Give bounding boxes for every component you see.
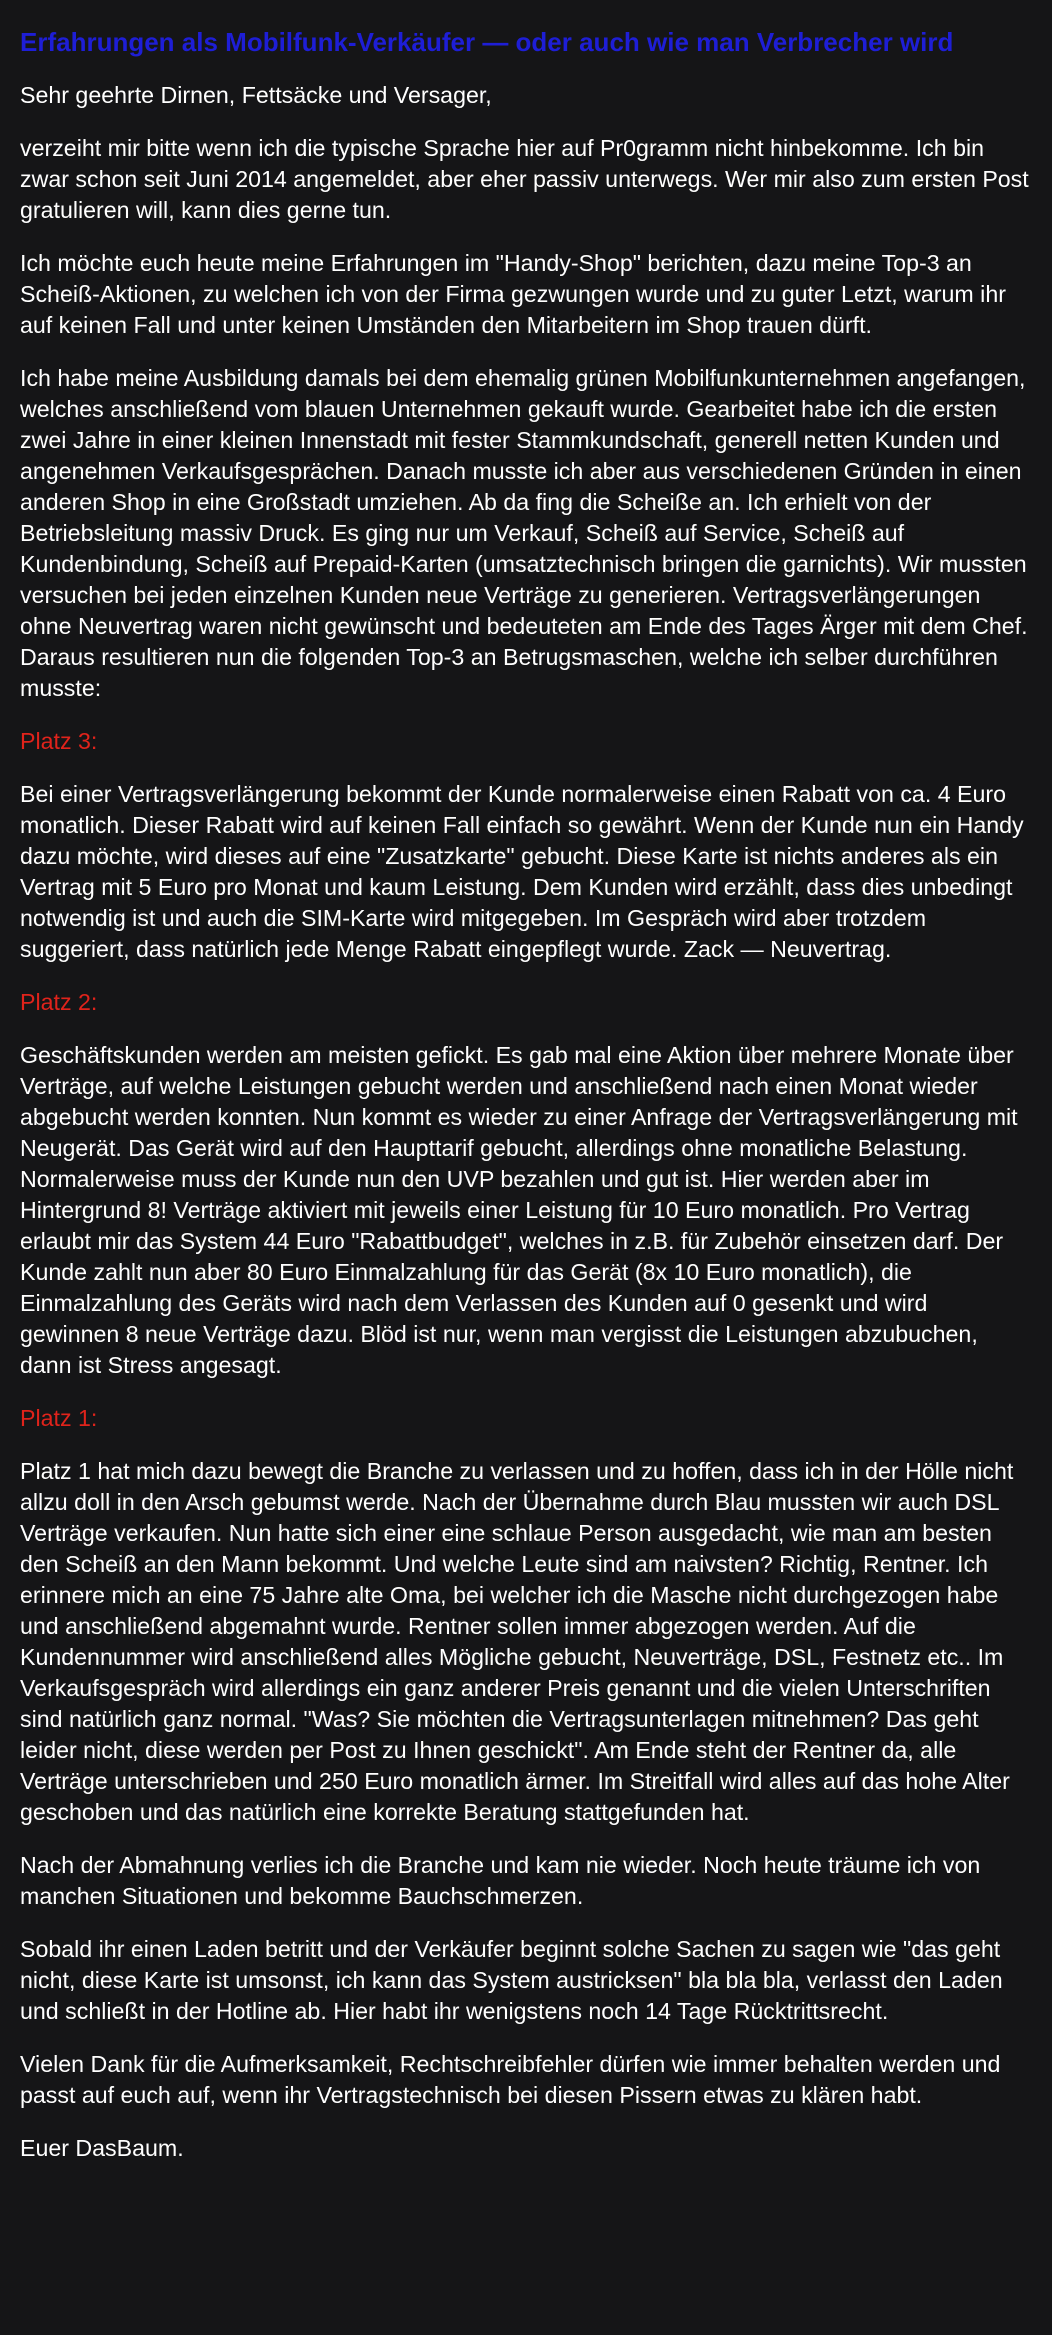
section-heading-platz-1: Platz 1: — [20, 1405, 98, 1431]
intro-paragraph: Ich möchte euch heute meine Erfahrungen im "Handy-Shop" berichten, dazu meine Top-3 an Scheiß-Aktionen, zu welchen ich von der Firma gezwungen wurde und zu guter Letzt, warum ihr auf keinen Fall und unter keinen Umständen den Mitarbeitern im Shop trauen dürft. — [20, 250, 1006, 338]
post-title: Erfahrungen als Mobilfunk-Verkäufer — oder auch wie man Verbrecher wird — [20, 27, 954, 57]
intro-paragraph: Ich habe meine Ausbildung damals bei dem ehemalig grünen Mobilfunkunternehmen angefangen, welches anschließend vom blauen Unternehmen gekauft wurde. Gearbeitet habe ich die ersten zwei Jahre in einer kleinen Innenstadt mit fester Stammkundschaft, generell netten Kunden und angenehmen Verkaufsgesprächen. Danach musste ich aber aus verschiedenen Gründen in einen anderen Shop in eine Großstadt umziehen. Ab da fing die Scheiße an. Ich erhielt von der Betriebsleitung massiv Druck. Es ging nur um Verkauf, Scheiß auf Service, Scheiß auf Kundenbindung, Scheiß auf Prepaid-Karten (umsatztechnisch bringen die garnichts). Wir mussten versuchen bei jeden einzelnen Kunden neue Verträge zu generieren. Vertragsverlängerungen ohne Neuvertrag waren nicht gewünscht und bedeuteten am Ende des Tages Ärger mit dem Chef. Daraus resultieren nun die folgenden Top-3 an Betrugsmaschen, welche ich selber durchführen musste: — [20, 365, 1028, 701]
section-heading-platz-3: Platz 3: — [20, 728, 98, 754]
section-text-platz-2: Geschäftskunden werden am meisten gefickt. Es gab mal eine Aktion über mehrere Monate über Verträge, auf welche Leistungen gebucht werden und anschließend nach einen Monat wieder abgebucht werden konnten. Nun kommt es wieder zu einer Anfrage der Vertragsverlängerung mit Neugerät. Das Gerät wird auf den Haupttarif gebucht, allerdings ohne monatliche Belastung. Normalerweise muss der Kunde nun den UVP bezahlen und gut ist. Hier werden aber im Hintergrund 8! Verträge aktiviert mit jeweils einer Leistung für 10 Euro monatlich. Pro Vertrag erlaubt mir das System 44 Euro "Rabattbudget", welches in z.B. für Zubehör einsetzen darf. Der Kunde zahlt nun aber 80 Euro Einmalzahlung für das Gerät (8x 10 Euro monatlich), die Einmalzahlung des Geräts wird nach dem Verlassen des Kunden auf 0 gesenkt und wird gewinnen 8 neue Verträge dazu. Blöd ist nur, wenn man vergisst die Leistungen abzubuchen, dann ist Stress angesagt. — [20, 1042, 1018, 1378]
outro-paragraph: Nach der Abmahnung verlies ich die Branche und kam nie wieder. Noch heute träume ich von manchen Situationen und bekomme Bauchschmerzen. — [20, 1852, 981, 1909]
greeting: Sehr geehrte Dirnen, Fettsäcke und Versager, — [20, 82, 492, 108]
section-text-platz-1: Platz 1 hat mich dazu bewegt die Branche zu verlassen und zu hoffen, dass ich in der Hölle nicht allzu doll in den Arsch gebumst werde. Nach der Übernahme durch Blau mussten wir auch DSL Verträge verkaufen. Nun hatte sich einer eine schlaue Person ausgedacht, wie man am besten den Scheiß an den Mann bekommt. Und welche Leute sind am naivsten? Richtig, Rentner. Ich erinnere mich an eine 75 Jahre alte Oma, bei welcher ich die Masche nicht durchgezogen habe und anschließend abgemahnt wurde. Rentner sollen immer abgezogen werden. Auf die Kundennummer wird anschließend alles Mögliche gebucht, Neuverträge, DSL, Festnetz etc.. Im Verkaufsgespräch wird allerdings ein ganz anderer Preis genannt und die vielen Unterschriften sind natürlich ganz normal. "Was? Sie möchten die Vertragsunterlagen mitnehmen? Das geht leider nicht, diese werden per Post zu Ihnen geschickt". Am Ende steht der Rentner da, alle Verträge unterschrieben und 250 Euro monatlich ärmer. Im Streitfall wird alles auf das hohe Alter geschoben und das natürlich eine korrekte Beratung stattgefunden hat. — [20, 1458, 1014, 1825]
outro-paragraph: Sobald ihr einen Laden betritt und der Verkäufer beginnt solche Sachen zu sagen wie "das geht nicht, diese Karte ist umsonst, ich kann das System austricksen" bla bla bla, verlasst den Laden und schließt in der Hotline ab. Hier habt ihr wenigstens noch 14 Tage Rücktrittsrecht. — [20, 1936, 1003, 2024]
section-heading-platz-2: Platz 2: — [20, 989, 98, 1015]
section-text-platz-3: Bei einer Vertragsverlängerung bekommt der Kunde normalerweise einen Rabatt von ca. 4 Euro monatlich. Dieser Rabatt wird auf keinen Fall einfach so gewährt. Wenn der Kunde nun ein Handy dazu möchte, wird dieses auf eine "Zusatzkarte" gebucht. Diese Karte ist nichts anderes als ein Vertrag mit 5 Euro pro Monat und kaum Leistung. Dem Kunden wird erzählt, dass dies unbedingt notwendig ist und auch die SIM-Karte wird mitgegeben. Im Gespräch wird aber trotzdem suggeriert, dass natürlich jede Menge Rabatt eingepflegt wurde. Zack — Neuvertrag. — [20, 781, 1024, 962]
intro-paragraph: verzeiht mir bitte wenn ich die typische Sprache hier auf Pr0gramm nicht hinbekomme. Ich bin zwar schon seit Juni 2014 angemeldet, aber eher passiv unterwegs. Wer mir also zum ersten Post gratulieren will, kann dies gerne tun. — [20, 135, 1029, 223]
outro-paragraph: Vielen Dank für die Aufmerksamkeit, Rechtschreibfehler dürfen wie immer behalten werden und passt auf euch auf, wenn ihr Vertragstechnisch bei diesen Pissern etwas zu klären habt. — [20, 2051, 1001, 2108]
signoff: Euer DasBaum. — [20, 2135, 184, 2161]
